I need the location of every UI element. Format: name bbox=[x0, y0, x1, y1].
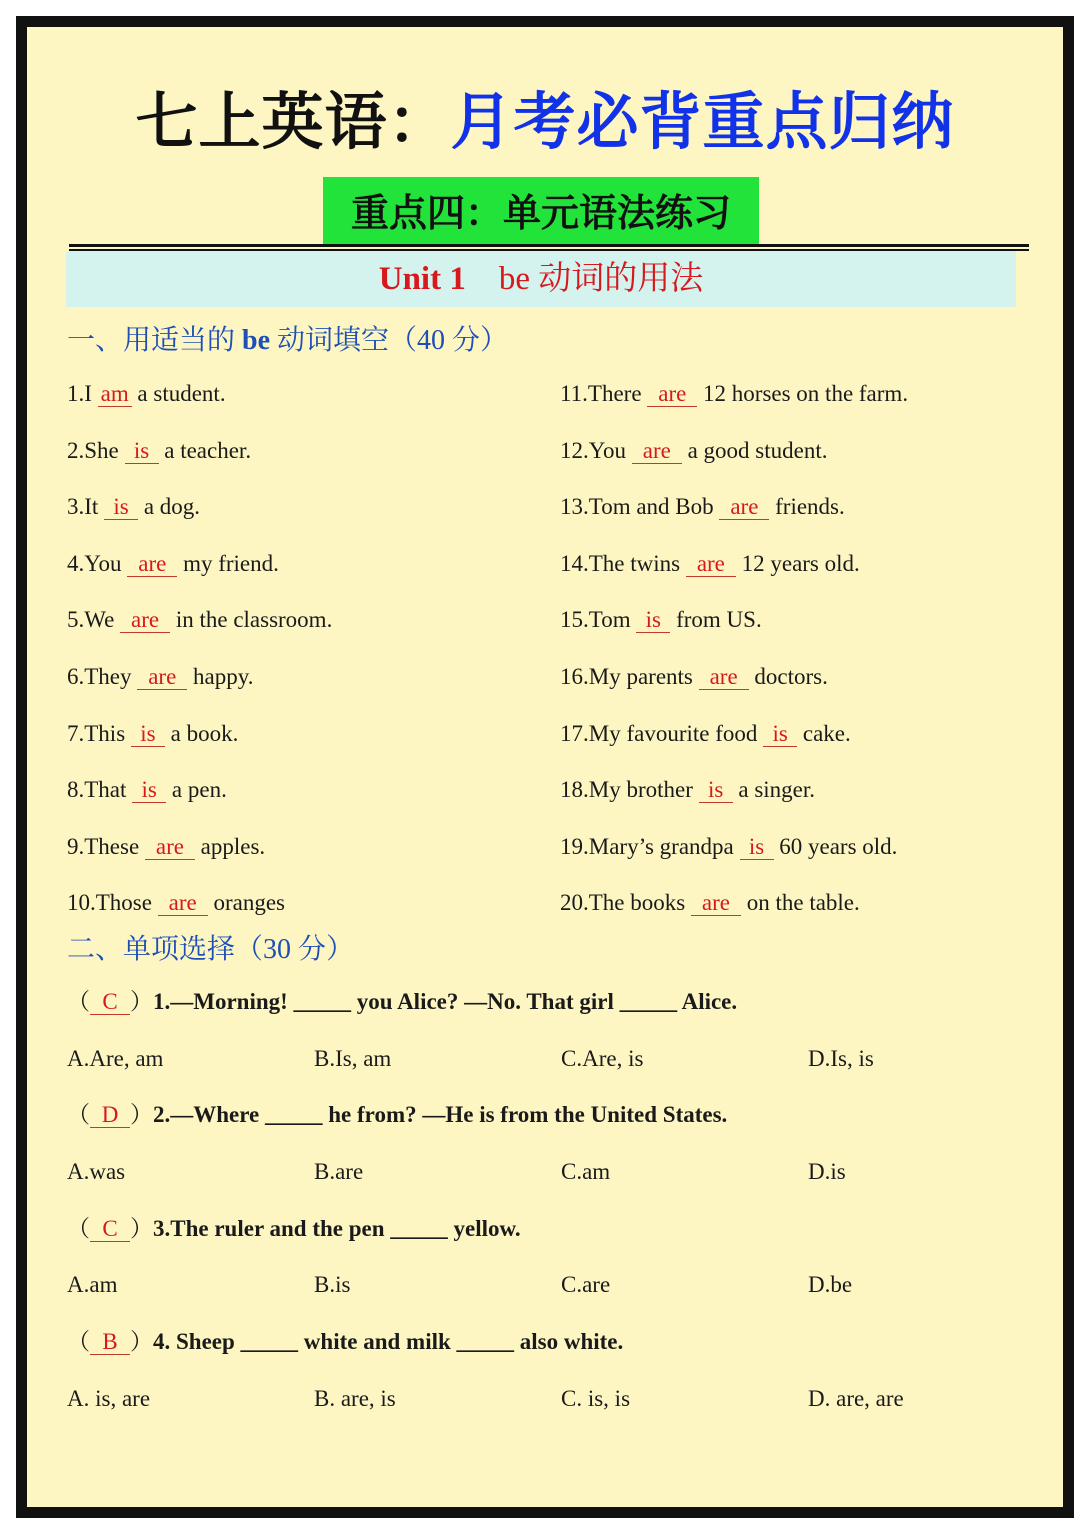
fill-item-answer[interactable]: is bbox=[125, 439, 159, 464]
mc-option-d[interactable]: D.Is, is bbox=[808, 1045, 874, 1071]
mc-question-4 bbox=[67, 1327, 623, 1357]
mc-answer[interactable]: D bbox=[90, 1103, 130, 1128]
mc-option-a[interactable]: A.Are, am bbox=[67, 1045, 164, 1071]
fill-item-text: a singer. bbox=[732, 777, 816, 803]
answer-paren-open: （ bbox=[67, 1215, 90, 1241]
mc-option-c[interactable]: C.Are, is bbox=[561, 1045, 644, 1071]
fill-item-answer[interactable]: is bbox=[131, 722, 165, 747]
fill-item-answer[interactable]: are bbox=[699, 665, 749, 690]
fill-item-text: 3.It bbox=[67, 494, 105, 520]
fill-item-text: friends. bbox=[769, 494, 845, 520]
mc-option-d[interactable]: D.be bbox=[808, 1272, 853, 1298]
fill-item-text: 18.My brother bbox=[560, 777, 699, 803]
fill-item-text: 12.You bbox=[560, 437, 632, 463]
fill-item-text: 1.I bbox=[67, 381, 98, 406]
fill-item-text: on the table. bbox=[740, 890, 860, 916]
fill-item-text: apples. bbox=[194, 833, 266, 859]
fill-item-12 bbox=[560, 436, 827, 466]
page-title bbox=[27, 79, 1063, 165]
title-part-blue: 月考必背重点归纳 bbox=[450, 85, 955, 158]
section1-heading: 一、用适当的 be 动词填空（40 分） bbox=[67, 325, 509, 356]
mc-option-d[interactable]: D.is bbox=[808, 1158, 846, 1184]
fill-item-text: 4.You bbox=[67, 550, 128, 576]
answer-paren-close: ） bbox=[130, 989, 153, 1014]
mc-question-1 bbox=[67, 987, 737, 1017]
fill-item-text: from US. bbox=[670, 607, 762, 633]
fill-item-answer[interactable]: is bbox=[104, 495, 138, 520]
fill-item-text: a pen. bbox=[166, 777, 227, 803]
answer-paren-open: （ bbox=[67, 989, 90, 1014]
fill-item-answer[interactable]: are bbox=[632, 439, 682, 464]
fill-item-answer[interactable]: are bbox=[686, 552, 736, 577]
fill-item-text: a dog. bbox=[138, 494, 201, 520]
fill-item-answer[interactable]: is bbox=[636, 608, 670, 633]
divider-top bbox=[69, 244, 1029, 247]
mc-option-c[interactable]: C. is, is bbox=[561, 1385, 631, 1411]
title-part-black: 七上英语： bbox=[135, 85, 451, 158]
mc-option-b[interactable]: B. are, is bbox=[314, 1385, 396, 1411]
fill-item-text: 60 years old. bbox=[773, 833, 898, 859]
fill-item-text: 20.The books bbox=[560, 890, 691, 916]
answer-paren-close: ） bbox=[130, 1215, 153, 1241]
fill-item-text: a good student. bbox=[681, 437, 828, 463]
fill-item-8 bbox=[67, 775, 227, 805]
fill-item-7 bbox=[67, 719, 238, 749]
fill-item-1 bbox=[67, 379, 226, 409]
mc-option-c[interactable]: C.are bbox=[561, 1272, 611, 1298]
fill-item-text: 2.She bbox=[67, 437, 125, 463]
fill-item-text: 13.Tom and Bob bbox=[560, 494, 720, 520]
fill-item-answer[interactable]: are bbox=[120, 608, 170, 633]
mc-option-b[interactable]: B.Is, am bbox=[314, 1045, 392, 1071]
fill-item-text: 12 years old. bbox=[735, 550, 860, 576]
fill-item-answer[interactable]: is bbox=[740, 835, 774, 860]
fill-item-answer[interactable]: are bbox=[647, 382, 697, 407]
answer-paren-close: ） bbox=[130, 1102, 153, 1128]
mc-option-b[interactable]: B.are bbox=[314, 1158, 364, 1184]
fill-item-text: 17.My favourite food bbox=[560, 720, 764, 746]
fill-item-text: my friend. bbox=[177, 550, 279, 576]
fill-item-5 bbox=[67, 605, 332, 635]
section2-heading: 二、单项选择（30 分） bbox=[67, 934, 355, 965]
fill-item-text: 10.Those bbox=[67, 890, 158, 916]
fill-item-answer[interactable]: is bbox=[763, 722, 797, 747]
fill-item-text: 7.This bbox=[67, 720, 131, 746]
fill-item-11 bbox=[560, 379, 908, 409]
fill-item-answer[interactable]: is bbox=[132, 778, 166, 803]
fill-item-text: a student. bbox=[131, 381, 226, 406]
fill-item-answer[interactable]: are bbox=[145, 835, 195, 860]
fill-item-17 bbox=[560, 719, 851, 749]
mc-option-d[interactable]: D. are, are bbox=[808, 1385, 904, 1411]
fill-item-14 bbox=[560, 549, 860, 579]
fill-item-6 bbox=[67, 662, 253, 692]
fill-item-text: 5.We bbox=[67, 607, 121, 633]
fill-item-answer[interactable]: are bbox=[691, 891, 741, 916]
unit-topic: be 动词的用法 bbox=[498, 261, 704, 297]
fill-item-text: 9.These bbox=[67, 833, 145, 859]
fill-item-text: oranges bbox=[207, 890, 285, 916]
mc-option-a[interactable]: A.am bbox=[67, 1272, 118, 1298]
fill-item-3 bbox=[67, 492, 200, 522]
mc-option-c[interactable]: C.am bbox=[561, 1158, 611, 1184]
fill-item-20 bbox=[560, 888, 860, 918]
mc-question-3 bbox=[67, 1214, 521, 1244]
fill-item-2 bbox=[67, 436, 251, 466]
fill-item-text: a book. bbox=[164, 720, 239, 746]
fill-item-answer[interactable]: am bbox=[98, 382, 132, 407]
fill-item-answer[interactable]: are bbox=[719, 495, 769, 520]
mc-answer[interactable]: B bbox=[90, 1330, 130, 1355]
unit-label: Unit 1 bbox=[378, 261, 466, 297]
fill-item-19 bbox=[560, 832, 897, 862]
fill-item-text: 11.There bbox=[560, 381, 648, 406]
fill-item-18 bbox=[560, 775, 815, 805]
fill-item-answer[interactable]: are bbox=[158, 891, 208, 916]
mc-option-a[interactable]: A. is, are bbox=[67, 1385, 151, 1411]
mc-question-text: 4. Sheep _____ white and milk _____ also white. bbox=[153, 1328, 624, 1354]
answer-paren-open: （ bbox=[67, 1102, 90, 1128]
fill-item-text: happy. bbox=[187, 664, 254, 689]
fill-item-text: 16.My parents bbox=[560, 664, 699, 689]
fill-item-text: 12 horses on the farm. bbox=[697, 381, 909, 406]
unit-heading bbox=[66, 251, 1016, 307]
fill-item-10 bbox=[67, 888, 285, 918]
answer-paren-open: （ bbox=[67, 1328, 90, 1354]
fill-item-text: in the classroom. bbox=[170, 607, 333, 633]
fill-item-text: 8.That bbox=[67, 777, 133, 803]
mc-question-text: 3.The ruler and the pen _____ yellow. bbox=[153, 1215, 521, 1241]
fill-item-answer[interactable]: is bbox=[699, 778, 733, 803]
fill-item-text: 15.Tom bbox=[560, 607, 637, 633]
mc-question-text: 1.—Morning! _____ you Alice? —No. That girl _____ Alice. bbox=[153, 989, 738, 1014]
mc-option-b[interactable]: B.is bbox=[314, 1272, 351, 1298]
mc-answer[interactable]: C bbox=[90, 990, 130, 1015]
answer-paren-close: ） bbox=[130, 1328, 153, 1354]
section-subtitle: 重点四：单元语法练习 bbox=[323, 177, 759, 247]
fill-item-13 bbox=[560, 492, 845, 522]
fill-item-15 bbox=[560, 605, 762, 635]
fill-item-9 bbox=[67, 832, 265, 862]
mc-question-text: 2.—Where _____ he from? —He is from the United States. bbox=[153, 1102, 728, 1128]
mc-question-2 bbox=[67, 1100, 727, 1130]
fill-item-16 bbox=[560, 662, 828, 692]
fill-item-text: cake. bbox=[797, 720, 851, 746]
fill-item-text: doctors. bbox=[748, 664, 828, 689]
page-frame bbox=[16, 16, 1074, 1518]
fill-item-answer[interactable]: are bbox=[127, 552, 177, 577]
fill-item-text: a teacher. bbox=[158, 437, 252, 463]
mc-answer[interactable]: C bbox=[90, 1217, 130, 1242]
fill-item-4 bbox=[67, 549, 279, 579]
fill-item-answer[interactable]: are bbox=[137, 665, 187, 690]
fill-item-text: 19.Mary’s grandpa bbox=[560, 833, 740, 859]
fill-item-text: 14.The twins bbox=[560, 550, 686, 576]
fill-item-text: 6.They bbox=[67, 664, 138, 689]
mc-option-a[interactable]: A.was bbox=[67, 1158, 126, 1184]
